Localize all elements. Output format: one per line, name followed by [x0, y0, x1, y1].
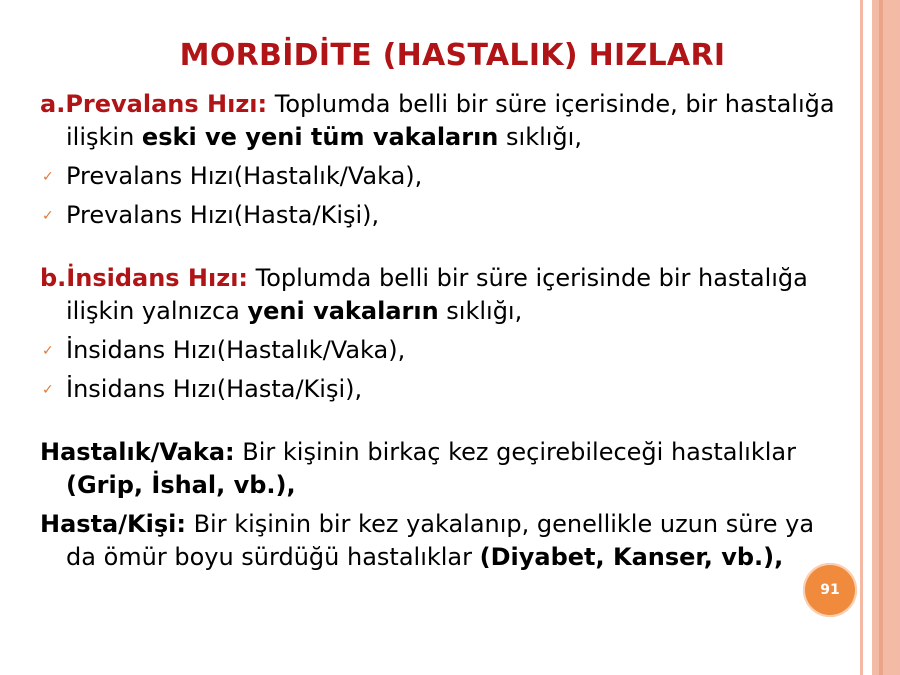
bullet-text: İnsidans Hızı(Hasta/Kişi),: [66, 375, 363, 403]
hasta-kisi-label: Hasta/Kişi:: [40, 510, 186, 538]
slide-title: MORBİDİTE (HASTALIK) HIZLARI: [179, 38, 726, 73]
bullet-text: Prevalans Hızı(Hastalık/Vaka),: [66, 162, 423, 190]
border-gap: [863, 0, 872, 675]
bullet-text: Prevalans Hızı(Hasta/Kişi),: [66, 201, 380, 229]
list-item: [40, 373, 840, 406]
check-icon: ✓: [42, 343, 54, 359]
list-item: [40, 199, 840, 232]
hastalik-vaka-text: Bir kişinin birkaç kez geçirebileceği hastalıklar: [234, 438, 796, 466]
list-item: [40, 334, 840, 367]
spacer: [40, 232, 840, 262]
insidans-definition: [40, 262, 840, 328]
page-number-badge: 91: [803, 563, 857, 617]
insidans-bold: yeni vakaların: [247, 297, 439, 325]
bullet-text: İnsidans Hızı(Hastalık/Vaka),: [66, 336, 406, 364]
check-icon: ✓: [42, 208, 54, 224]
prevalans-bold: eski ve yeni tüm vakaların: [141, 123, 499, 151]
hasta-kisi-text: Bir kişinin bir kez yakalanıp, genellikle uzun süre ya da ömür boyu sürdüğü hastalıklar: [66, 510, 815, 571]
hasta-kisi-definition: [40, 508, 840, 574]
prevalans-label: a.Prevalans Hızı:: [40, 90, 268, 118]
hastalik-vaka-examples: (Grip, İshal, vb.),: [66, 471, 296, 499]
spacer: [40, 406, 840, 436]
hasta-kisi-examples: (Diyabet, Kanser, vb.),: [479, 543, 784, 571]
insidans-label: b.İnsidans Hızı:: [40, 264, 249, 292]
check-icon: ✓: [42, 169, 54, 185]
insidans-text-1: Toplumda belli bir süre içerisinde bir hastalığa ilişkin yalnızca: [66, 264, 808, 325]
hastalik-vaka-definition: [40, 436, 840, 502]
prevalans-text-1: Toplumda belli bir süre içerisinde, bir hastalığa ilişkin: [66, 90, 835, 151]
prevalans-definition: [40, 88, 840, 154]
prevalans-text-2: sıklığı,: [498, 123, 582, 151]
check-icon: ✓: [42, 382, 54, 398]
slide-content: [40, 88, 840, 574]
border-band: [872, 0, 900, 675]
list-item: [40, 160, 840, 193]
right-decorative-border: [860, 0, 900, 675]
insidans-text-2: sıklığı,: [438, 297, 523, 325]
border-inner-line: [879, 0, 883, 675]
hastalik-vaka-label: Hastalık/Vaka:: [40, 438, 235, 466]
